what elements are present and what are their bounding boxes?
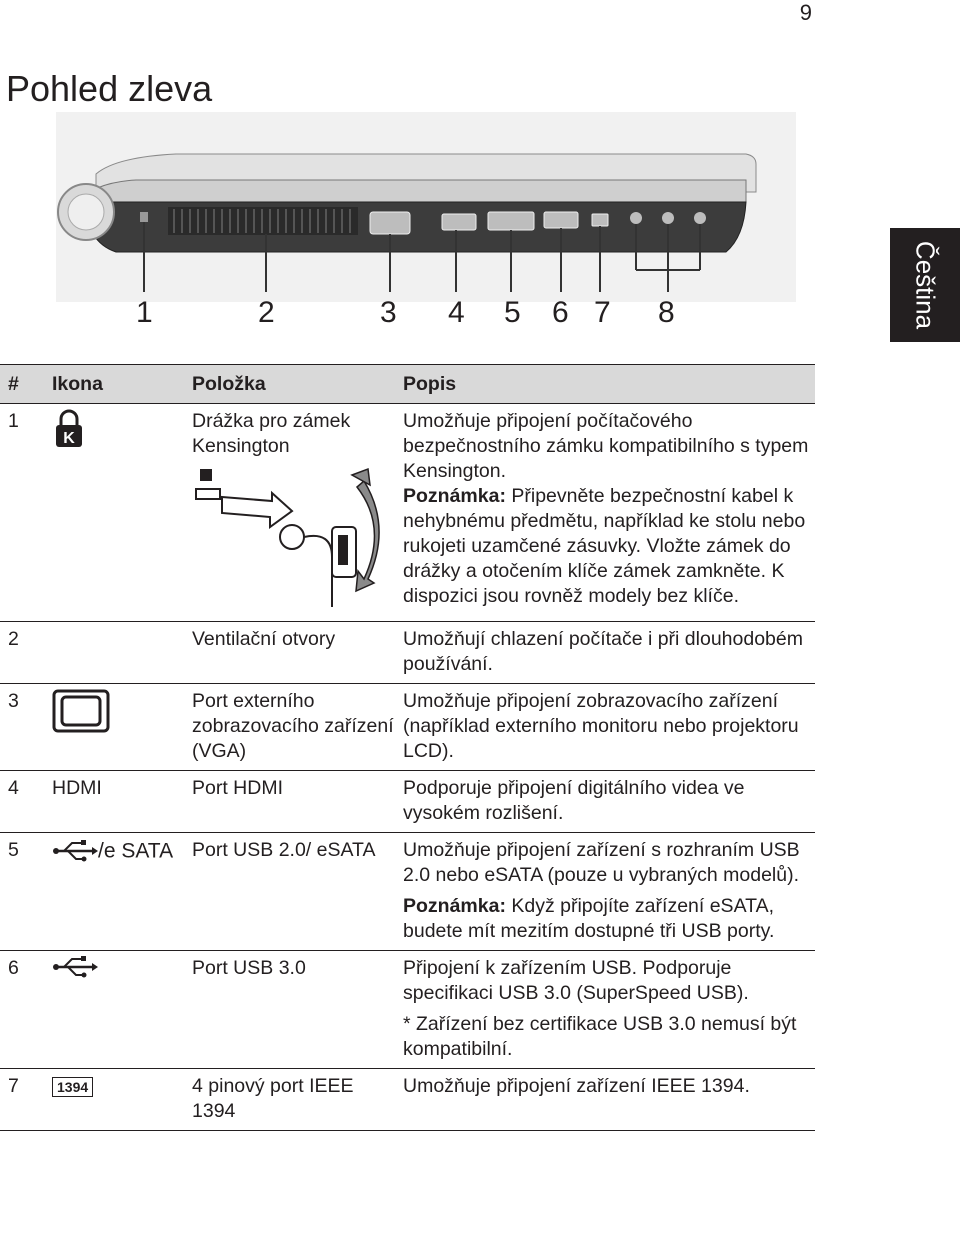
- row-icon-cell: [44, 684, 184, 771]
- note-text: Když připojíte zařízení eSATA, budete mít mezitím dostupné tři USB porty.: [403, 895, 775, 942]
- row-icon-cell: [44, 833, 184, 951]
- desc-footnote: * Zařízení bez certifikace USB 3.0 nemusí být kompatibilní.: [403, 1013, 797, 1060]
- row-number: 2: [0, 622, 44, 684]
- page-number: 9: [799, 0, 812, 25]
- row-item: 4 pinový port IEEE 1394: [184, 1069, 395, 1131]
- usb-icon: [52, 956, 98, 978]
- row-icon-cell: [44, 951, 184, 1069]
- hdmi-label: HDMI: [44, 771, 184, 833]
- callout-1: 1: [136, 296, 153, 329]
- row-desc: Umožňují chlazení počítače i při dlouhodobém používání.: [395, 622, 815, 684]
- row-desc: [395, 951, 815, 1069]
- callout-2: 2: [258, 296, 275, 329]
- row-desc: [395, 404, 815, 622]
- callout-5: 5: [504, 296, 521, 329]
- vga-icon: [52, 689, 110, 733]
- note: [403, 894, 815, 944]
- table-header-row: [0, 365, 815, 404]
- table-row: [0, 684, 815, 771]
- row-item: Port USB 3.0: [184, 951, 395, 1069]
- row-desc: Umožňuje připojení zobrazovacího zařízení (například externího monitoru nebo projektoru LCD).: [395, 684, 815, 771]
- callout-6: 6: [552, 296, 569, 329]
- row-number: 5: [0, 833, 44, 951]
- header-desc: Popis: [395, 365, 815, 404]
- table-row: [0, 1069, 815, 1131]
- note-label: Poznámka:: [403, 895, 506, 917]
- row-icon-cell: [44, 404, 184, 622]
- header-item: Položka: [184, 365, 395, 404]
- desc-text: Umožňuje připojení počítačového bezpečnostního zámku kompatibilního s typem Kensington.: [403, 410, 809, 482]
- row-icon-cell: [44, 622, 184, 684]
- row-desc: [395, 833, 815, 951]
- language-tab-label: Čeština: [910, 240, 941, 330]
- usb-icon: [52, 840, 98, 862]
- row-desc: Podporuje připojení digitálního videa ve vysokém rozlišení.: [395, 771, 815, 833]
- language-tab: [890, 228, 960, 342]
- table-row: [0, 771, 815, 833]
- page-title: Pohled zleva: [6, 68, 213, 109]
- desc-text: Připojení k zařízením USB. Podporuje specifikaci USB 3.0 (SuperSpeed USB).: [403, 957, 749, 1004]
- row-number: 3: [0, 684, 44, 771]
- table-row: [0, 951, 815, 1069]
- laptop-left-side-illustration: [56, 112, 796, 302]
- row-item: Port USB 2.0/ eSATA: [184, 833, 395, 951]
- svg-text:K: K: [63, 430, 75, 447]
- note: [403, 484, 815, 609]
- header-num: #: [0, 365, 44, 404]
- ieee1394-icon: 1394: [52, 1077, 93, 1097]
- note-label: Poznámka:: [403, 485, 506, 507]
- callout-4: 4: [448, 296, 465, 329]
- ports-table: [0, 364, 815, 1131]
- esata-label: /e SATA: [98, 839, 174, 863]
- row-item: Port HDMI: [184, 771, 395, 833]
- header-icon: Ikona: [44, 365, 184, 404]
- kensington-lock-icon: [52, 409, 86, 449]
- item-label: Drážka pro zámek Kensington: [192, 410, 351, 457]
- note-text: Připevněte bezpečnostní kabel k nehybnému předmětu, například ke stolu nebo rukojeti uzamčené zásuvky. Vložte zámek do drážky a otočením klíče zámek zamkněte. K dispozici jsou rovněž modely bez klíče.: [403, 485, 806, 607]
- callout-3: 3: [380, 296, 397, 329]
- row-item: [184, 404, 395, 622]
- row-number: 4: [0, 771, 44, 833]
- kensington-lock-illustration: [192, 467, 388, 615]
- row-number: 6: [0, 951, 44, 1069]
- table-row: [0, 622, 815, 684]
- row-desc: Umožňuje připojení zařízení IEEE 1394.: [395, 1069, 815, 1131]
- row-number: 7: [0, 1069, 44, 1131]
- desc-text: Umožňuje připojení zařízení s rozhraním USB 2.0 nebo eSATA (pouze u vybraných modelů).: [403, 839, 800, 886]
- row-number: 1: [0, 404, 44, 622]
- row-item: Ventilační otvory: [184, 622, 395, 684]
- row-icon-cell: [44, 1069, 184, 1131]
- table-row: [0, 833, 815, 951]
- callout-7: 7: [594, 296, 611, 329]
- table-row: [0, 404, 815, 622]
- callout-8: 8: [658, 296, 675, 329]
- row-item: Port externího zobrazovacího zařízení (VGA): [184, 684, 395, 771]
